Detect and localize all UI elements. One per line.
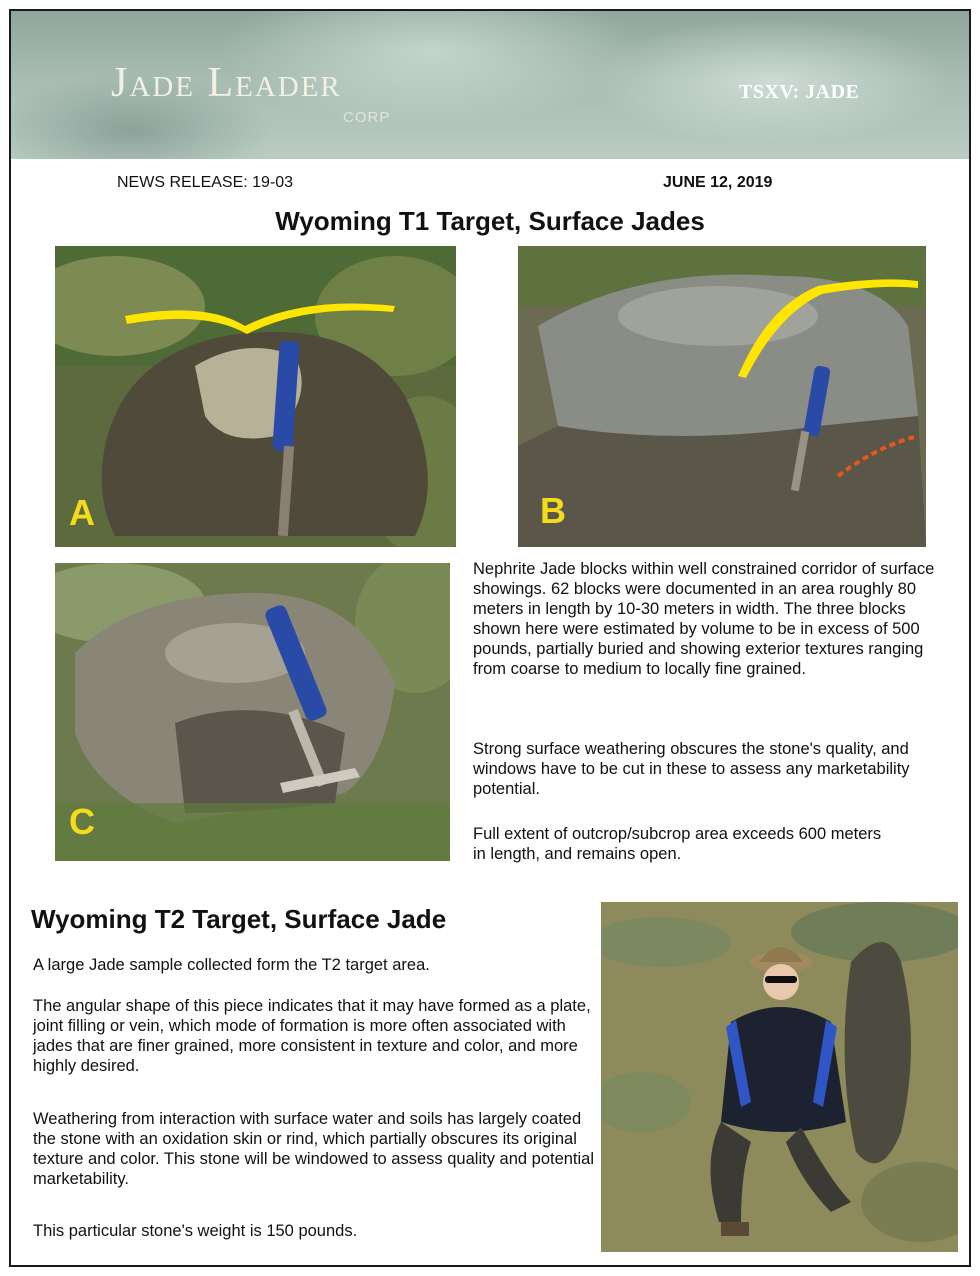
photo-b xyxy=(518,246,926,547)
section2-paragraph-2: The angular shape of this piece indicates that it may have formed as a plate, joint filling or vein, which mode of formation is more often associated with jades that are finer grained, more consistent in texture and color, and more highly desired. xyxy=(33,997,591,1075)
photo-a xyxy=(55,246,456,547)
section2-paragraph-4: This particular stone's weight is 150 pounds. xyxy=(33,1222,358,1240)
photo-b-label: B xyxy=(540,490,566,531)
ticker-symbol: TSXV: JADE xyxy=(739,81,860,103)
release-date: JUNE 12, 2019 xyxy=(663,174,773,191)
section1-title: Wyoming T1 Target, Surface Jades xyxy=(275,206,705,236)
header-banner xyxy=(11,11,969,159)
section2-paragraph-3: Weathering from interaction with surface water and soils has largely coated the stone with an oxidation skin or rind, which partially obscures its original texture and color. This stone will be windowed to assess quality and potential marketability. xyxy=(33,1110,595,1188)
section1-paragraph-2: Strong surface weathering obscures the stone's quality, and windows have to be cut in these to assess any marketability potential. xyxy=(473,740,910,798)
release-number: NEWS RELEASE: 19-03 xyxy=(117,174,294,191)
section2-title: Wyoming T2 Target, Surface Jade xyxy=(31,904,447,934)
company-logo-sub: CORP xyxy=(343,109,391,126)
section2-paragraph-1: A large Jade sample collected form the T2 target area. xyxy=(33,956,430,974)
photo-c xyxy=(55,563,450,861)
news-release-page xyxy=(9,9,971,1267)
section1-paragraph-1: Nephrite Jade blocks within well constrained corridor of surface showings. 62 blocks were documented in an area roughly 80 meters in length by 10-30 meters in width. The three blocks shown here were estimated by volume to be in excess of 500 pounds, partially buried and showing exterior textures ranging from coarse to medium to locally fine grained. xyxy=(473,560,935,678)
photo-c-label: C xyxy=(69,801,95,842)
company-logo: Jade Leader xyxy=(111,60,342,106)
photo-d xyxy=(601,902,958,1252)
photo-a-label: A xyxy=(69,492,95,533)
section1-paragraph-3: Full extent of outcrop/subcrop area exceeds 600 meters in length, and remains open. xyxy=(473,825,882,863)
